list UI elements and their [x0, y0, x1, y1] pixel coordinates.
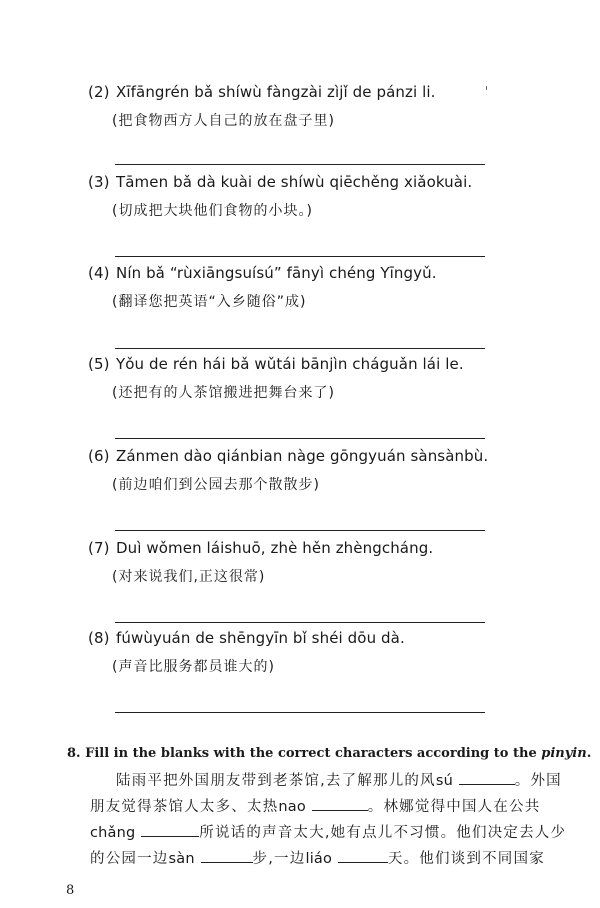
- passage-line-1: 陆雨平把外国朋友带到老茶馆,去了解那儿的风sú 。外国: [90, 770, 600, 791]
- scrambled-characters: (声音比服务都员谁大的): [112, 659, 275, 675]
- answer-line-2[interactable]: [115, 164, 485, 165]
- pinyin-sentence: (4) Nín bǎ “rùxiāngsuísú” fānyì chéng Yīngyǔ.: [88, 264, 437, 282]
- passage-line-4: 的公园一边sàn 步,一边liáo 天。他们谈到不同国家: [90, 848, 590, 869]
- scrambled-characters: (前边咱们到公园去那个散散步): [112, 477, 320, 493]
- answer-line-5[interactable]: [115, 438, 485, 439]
- exercise-item-4: [88, 263, 548, 312]
- exercise-item-7: [88, 538, 548, 587]
- scrambled-characters: (对来说我们,正这很常): [112, 569, 266, 585]
- answer-line-3[interactable]: [115, 256, 485, 257]
- scrambled-characters: (翻译您把英语“入乡随俗”成): [112, 294, 307, 310]
- scrambled-characters: (切成把大块他们食物的小块。): [112, 203, 313, 219]
- fill-blank[interactable]: [459, 770, 515, 785]
- exercise-item-3: [88, 172, 548, 221]
- passage-line-3: chǎng 所说话的声音太大,她有点儿不习惯。他们决定去人少: [90, 822, 590, 843]
- exercise-item-8: [88, 628, 548, 677]
- pinyin-sentence: (7) Duì wǒmen láishuō, zhè hěn zhèngcháng.: [88, 539, 434, 557]
- scrambled-characters: (把食物西方人自己的放在盘子里): [112, 113, 335, 129]
- pinyin-sentence: (8) fúwùyuán de shēngyīn bǐ shéi dōu dà.: [88, 629, 405, 647]
- fill-blank[interactable]: [201, 848, 253, 863]
- pinyin-sentence: (6) Zánmen dào qiánbian nàge gōngyuán sànsànbù.: [88, 447, 489, 465]
- page-number: 8: [66, 883, 75, 898]
- answer-line-8[interactable]: [115, 712, 485, 713]
- answer-line-6[interactable]: [115, 530, 485, 531]
- pinyin-sentence: (5) Yǒu de rén hái bǎ wǔtái bānjìn cháguǎn lái le.: [88, 355, 464, 373]
- exercise-8-instructions: 8. Fill in the blanks with the correct characters according to the pinyin.: [67, 746, 592, 761]
- exercise-item-6: [88, 446, 548, 495]
- fill-blank[interactable]: [338, 848, 388, 863]
- pinyin-sentence: (3) Tāmen bǎ dà kuài de shíwù qiēchěng xiǎokuài.: [88, 173, 473, 191]
- answer-line-4[interactable]: [115, 348, 485, 349]
- answer-line-7[interactable]: [115, 622, 485, 623]
- fill-blank[interactable]: [141, 822, 199, 837]
- exercise-item-2: [88, 82, 548, 131]
- scrambled-characters: (还把有的人茶馆搬进把舞台来了): [112, 385, 335, 401]
- passage-line-2: 朋友觉得茶馆人太多、太热nao 。林娜觉得中国人在公共: [90, 796, 590, 817]
- pinyin-sentence: (2) Xīfāngrén bǎ shíwù fàngzài zìjǐ de pánzi li.: [88, 83, 436, 101]
- exercise-item-5: [88, 354, 548, 403]
- fill-blank[interactable]: [312, 796, 368, 811]
